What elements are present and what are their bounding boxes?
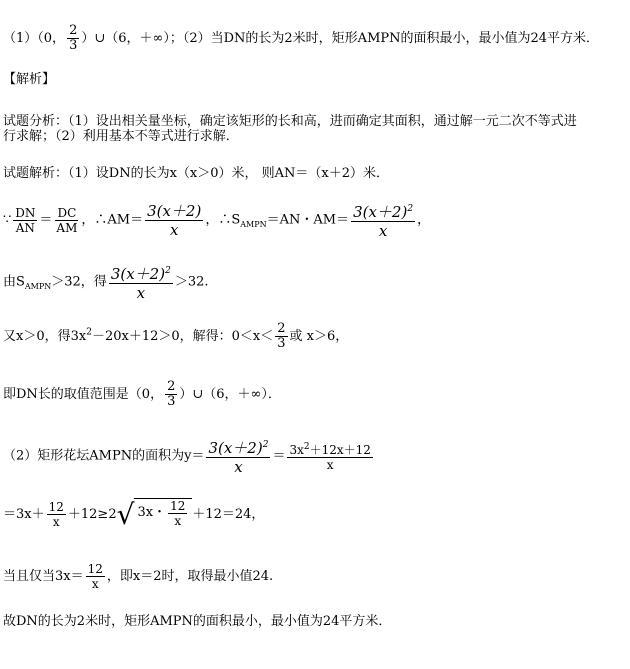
solution-conclusion: 故DN的长为2米时，矩形AMPN的面积最小，最小值为24平方米． bbox=[3, 614, 392, 629]
condition-fraction: $\frac{12}{x}$ bbox=[87, 562, 103, 591]
answer-line bbox=[3, 24, 599, 53]
answer-text: ）∪（6，＋∞）；（2）当DN的长为2米时，矩形AMPN的面积最小，最小值为24平方米． bbox=[81, 31, 600, 46]
solution-also-line: 又x＞0，得$3x^2-20x+12>0$，解得：0＜x＜ $\frac{2}{3}$ 或 x＞6， bbox=[3, 321, 349, 351]
also-fraction: $\frac{2}{3}$ bbox=[277, 321, 286, 351]
am-fraction: $\frac{3(x+2)}{x}$ bbox=[147, 201, 202, 239]
solution-by-line: 由$S_{AMPN}>32$，得 $\frac{3(x+2)^2}{x}$ ＞32. bbox=[3, 262, 209, 302]
part2-fraction-1: $\frac{3(x+2)^2}{x}$ bbox=[206, 436, 270, 476]
solution-part2-line: （2）矩形花坛AMPN的面积为y＝ $\frac{3(x+2)^2}{x}$ ＝ $\frac{3x^2+12x+12}{x}$ bbox=[3, 436, 375, 476]
twelve-over-x-fraction: $\frac{12}{x}$ bbox=[48, 500, 64, 529]
solution-intro: 试题解析：（1）设DN的长为x（x＞0）米， 则AN＝（x＋2）米． bbox=[3, 166, 390, 181]
ratio-dn-an: $\frac{DN}{AN}$ bbox=[15, 205, 36, 235]
solution-inequality-line: ＝3x＋ $\frac{12}{x}$ ＋12≥2 √ 3x・ $\frac{12}{x}$ ＋12＝24， bbox=[3, 497, 265, 531]
area-fraction: $\frac{3(x+2)^2}{x}$ bbox=[351, 200, 415, 240]
ratio-dc-am: $\frac{DC}{AM}$ bbox=[56, 205, 78, 235]
answer-fraction: $\frac{2}{3}$ bbox=[69, 23, 78, 53]
solution-range-line: 即DN长的取值范围是（0， $\frac{2}{3}$ ）∪（6，＋∞）． bbox=[3, 379, 281, 409]
analysis-line-1: 试题分析：（1）设出相关量坐标，确定该矩形的长和高，进而确定其面积，通过解一元二次不等式进 bbox=[3, 114, 577, 129]
answer-part-label: （1） bbox=[3, 31, 38, 46]
solution-equality-condition: 当且仅当3x＝ $\frac{12}{x}$ ，即x＝2时，取得最小值24. bbox=[3, 562, 274, 591]
solution-ratio-line: ∵ $\frac{DN}{AN}$ ＝ $\frac{DC}{AM}$ ，∴AM＝ $\frac{3(x+2)}{x}$ ，$\therefore S_{AMPN}=AN$・AM＝ $\frac{3(x+2)^2}{x}$ ， bbox=[3, 201, 431, 240]
sqrt-fraction: $\frac{12}{x}$ bbox=[170, 498, 186, 528]
range-fraction: $\frac{2}{3}$ bbox=[167, 379, 176, 409]
sqrt-expression: √ 3x・ $\frac{12}{x}$ bbox=[117, 501, 193, 529]
by-fraction: $\frac{3(x+2)^2}{x}$ bbox=[109, 262, 173, 302]
answer-interval-start: （0， bbox=[37, 31, 66, 46]
analysis-line-2: 行求解；（2）利用基本不等式进行求解． bbox=[3, 129, 239, 144]
analysis-header: 【解析】 bbox=[3, 72, 56, 87]
part2-fraction-2: $\frac{3x^2+12x+12}{x}$ bbox=[289, 442, 371, 472]
